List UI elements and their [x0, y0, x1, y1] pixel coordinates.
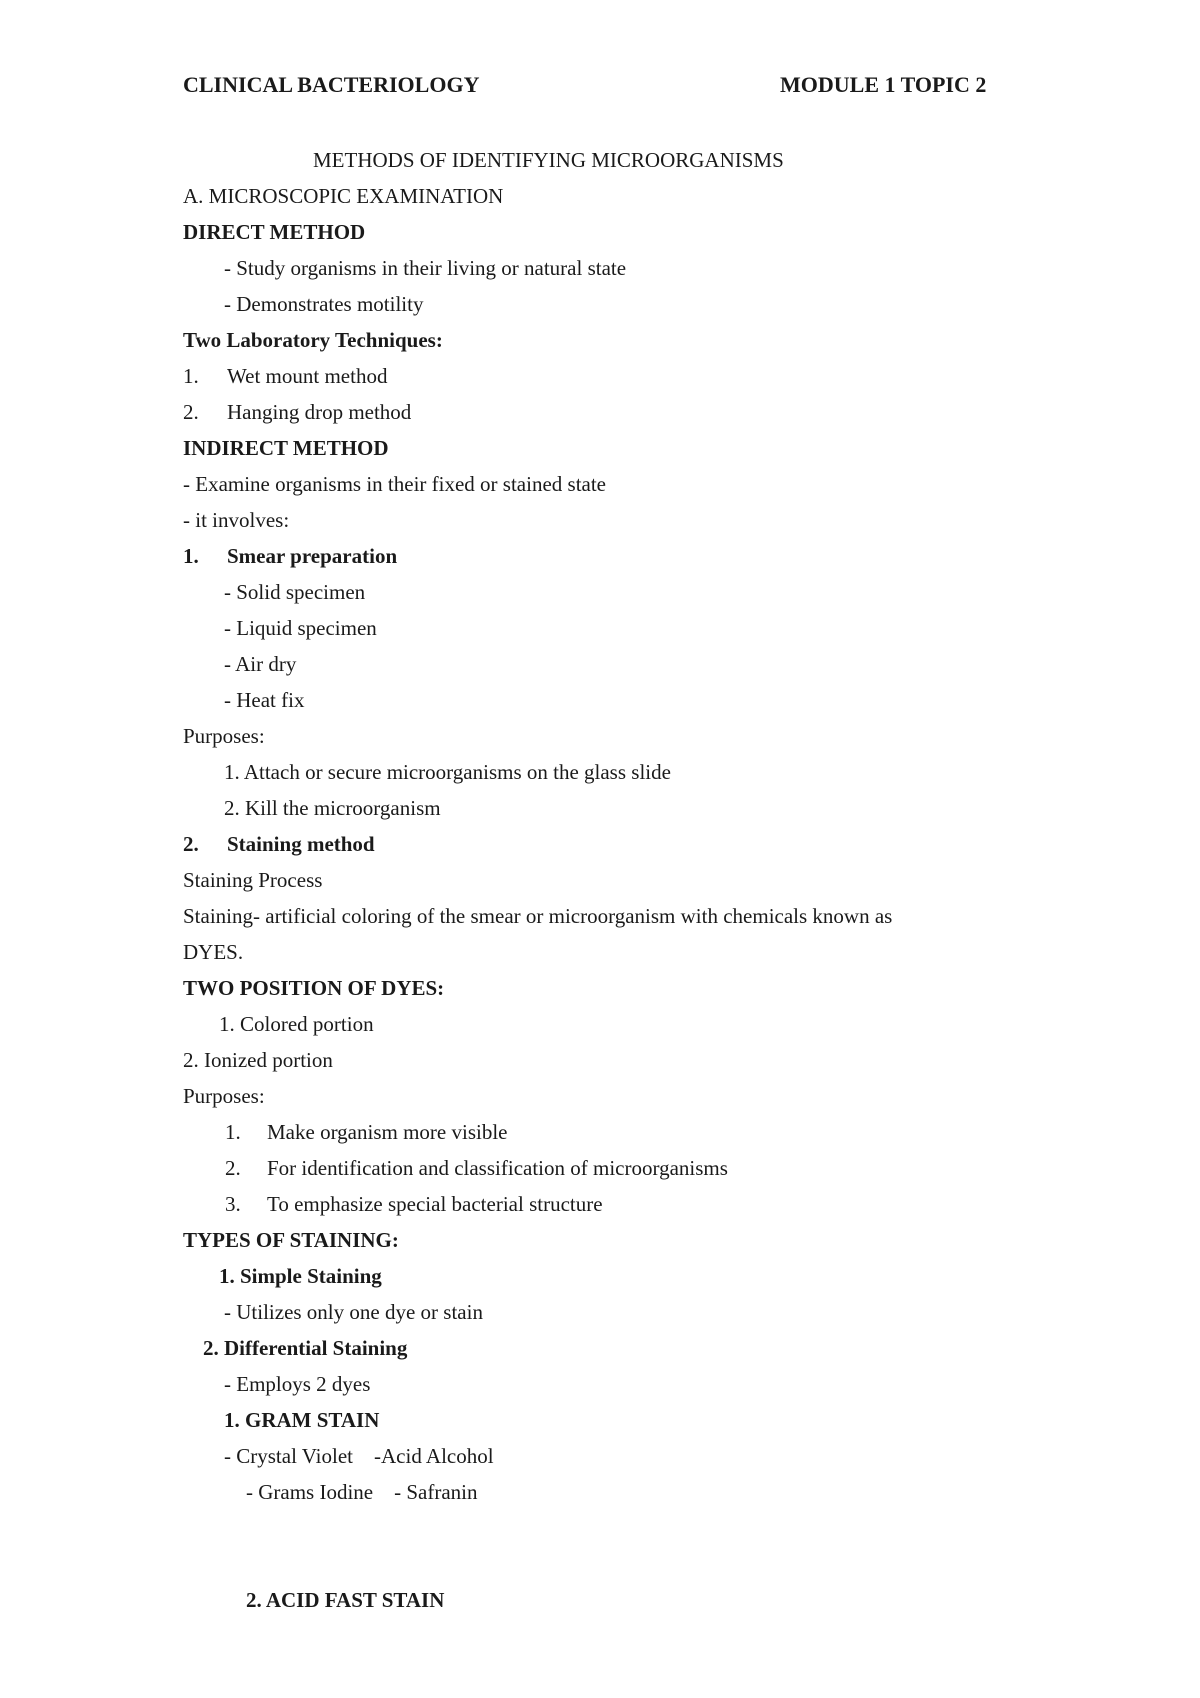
gram-stain-heading: 1. GRAM STAIN [224, 1408, 380, 1432]
differential-staining-heading: 2. Differential Staining [203, 1336, 408, 1360]
header-module: MODULE 1 TOPIC 2 [780, 72, 987, 97]
smear-purpose: 2. Kill the microorganism [224, 796, 441, 820]
smear-preparation-heading: 1. Smear preparation [183, 544, 398, 568]
staining-definition-cont: DYES. [183, 940, 244, 964]
staining-process: Staining Process [183, 868, 323, 892]
smear-item: - Air dry [224, 652, 297, 676]
smear-item: - Heat fix [224, 688, 305, 712]
staining-definition: Staining- artificial coloring of the smear or microorganism with chemicals known as [183, 904, 893, 928]
staining-method-heading: 2. Staining method [183, 832, 375, 856]
types-of-staining-heading: TYPES OF STAINING: [183, 1228, 399, 1252]
technique-item: 2. Hanging drop method [183, 400, 412, 424]
staining-purpose: 3. To emphasize special bacterial structure [225, 1192, 603, 1216]
gram-reagents: - Crystal Violet -Acid Alcohol [224, 1444, 494, 1468]
smear-purpose: 1. Attach or secure microorganisms on the glass slide [224, 760, 671, 784]
technique-item: 1. Wet mount method [183, 364, 388, 388]
gram-reagents: - Grams Iodine - Safranin [246, 1480, 478, 1504]
simple-staining-heading: 1. Simple Staining [219, 1264, 382, 1288]
differential-staining-desc: - Employs 2 dyes [224, 1372, 371, 1396]
section-heading: A. MICROSCOPIC EXAMINATION [183, 184, 504, 208]
document-title: METHODS OF IDENTIFYING MICROORGANISMS [313, 148, 784, 172]
indirect-method-heading: INDIRECT METHOD [183, 436, 389, 460]
indirect-point: - Examine organisms in their fixed or stained state [183, 472, 607, 496]
dye-position: 2. Ionized portion [183, 1048, 333, 1072]
smear-item: - Liquid specimen [224, 616, 377, 640]
smear-purposes-label: Purposes: [183, 724, 265, 748]
acid-fast-stain-heading: 2. ACID FAST STAIN [246, 1588, 445, 1612]
direct-method-heading: DIRECT METHOD [183, 220, 366, 244]
staining-purposes-label: Purposes: [183, 1084, 265, 1108]
simple-staining-desc: - Utilizes only one dye or stain [224, 1300, 483, 1324]
header-course: CLINICAL BACTERIOLOGY [183, 72, 480, 97]
staining-purpose: 1. Make organism more visible [225, 1120, 508, 1144]
indirect-point: - it involves: [183, 508, 290, 532]
smear-item: - Solid specimen [224, 580, 366, 604]
staining-purpose: 2. For identification and classification of microorganisms [225, 1156, 728, 1180]
dye-positions-heading: TWO POSITION OF DYES: [183, 976, 445, 1000]
dye-position: 1. Colored portion [219, 1012, 374, 1036]
direct-point: - Study organisms in their living or natural state [224, 256, 627, 280]
direct-point: - Demonstrates motility [224, 292, 424, 316]
techniques-heading: Two Laboratory Techniques: [183, 328, 443, 352]
